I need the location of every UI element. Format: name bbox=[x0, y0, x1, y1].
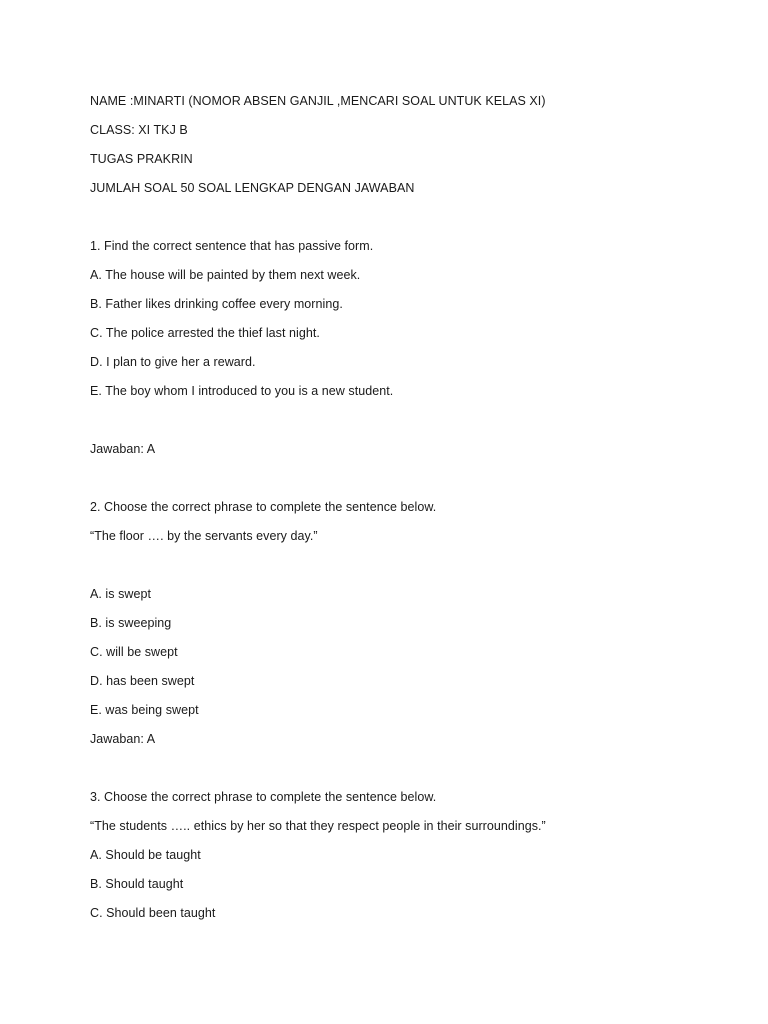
question-1-option-e: E. The boy whom I introduced to you is a new student. bbox=[90, 384, 394, 398]
spacer bbox=[90, 209, 730, 238]
question-1-answer: Jawaban: A bbox=[90, 442, 156, 456]
question-2-option-e: E. was being swept bbox=[90, 703, 199, 717]
document-body bbox=[90, 93, 730, 934]
spacer bbox=[90, 412, 730, 441]
question-3-option-c: C. Should been taught bbox=[90, 906, 216, 920]
question-1-option-d: D. I plan to give her a reward. bbox=[90, 355, 256, 369]
question-3-prompt: 3. Choose the correct phrase to complete the sentence below. bbox=[90, 790, 437, 804]
student-name-line: NAME :MINARTI (NOMOR ABSEN GANJIL ,MENCARI SOAL UNTUK KELAS XI) bbox=[90, 94, 546, 108]
question-2-sentence: “The floor …. by the servants every day.” bbox=[90, 529, 318, 543]
question-2-answer: Jawaban: A bbox=[90, 732, 156, 746]
spacer bbox=[90, 760, 730, 789]
question-3-sentence: “The students ….. ethics by her so that they respect people in their surroundings.” bbox=[90, 819, 546, 833]
spacer bbox=[90, 557, 730, 586]
question-1-option-a: A. The house will be painted by them next week. bbox=[90, 268, 361, 282]
question-3-option-b: B. Should taught bbox=[90, 877, 184, 891]
spacer bbox=[90, 470, 730, 499]
question-2-option-a: A. is swept bbox=[90, 587, 151, 601]
question-2-option-c: C. will be swept bbox=[90, 645, 178, 659]
question-1-prompt: 1. Find the correct sentence that has passive form. bbox=[90, 239, 374, 253]
question-1-option-b: B. Father likes drinking coffee every morning. bbox=[90, 297, 343, 311]
question-count-line: JUMLAH SOAL 50 SOAL LENGKAP DENGAN JAWABAN bbox=[90, 181, 415, 195]
class-line: CLASS: XI TKJ B bbox=[90, 123, 188, 137]
question-2-option-b: B. is sweeping bbox=[90, 616, 172, 630]
task-title: TUGAS PRAKRIN bbox=[90, 152, 193, 166]
question-1-option-c: C. The police arrested the thief last night. bbox=[90, 326, 320, 340]
question-2-option-d: D. has been swept bbox=[90, 674, 195, 688]
question-3-option-a: A. Should be taught bbox=[90, 848, 201, 862]
question-2-prompt: 2. Choose the correct phrase to complete the sentence below. bbox=[90, 500, 437, 514]
